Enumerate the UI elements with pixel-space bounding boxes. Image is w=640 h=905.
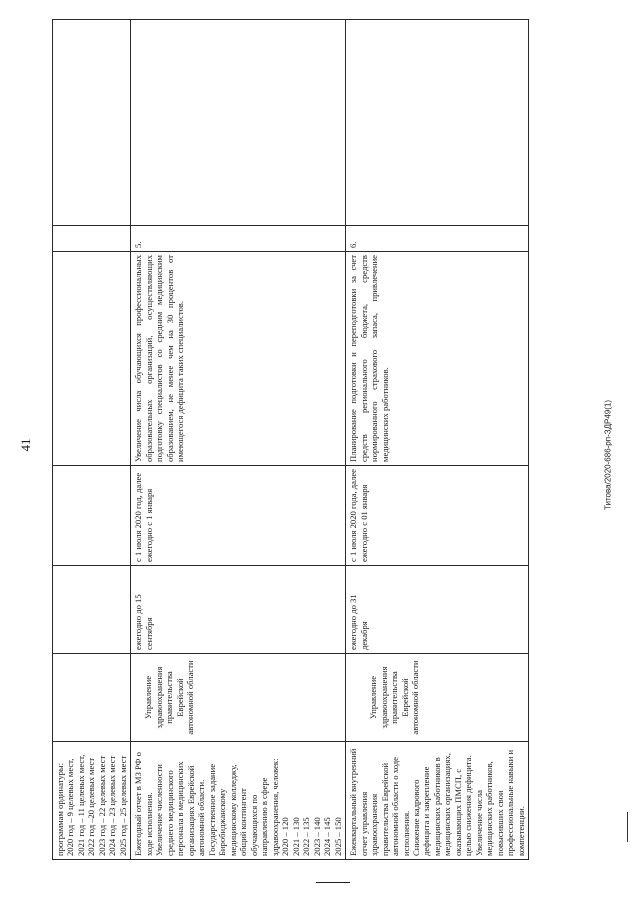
number-cell: [131, 226, 346, 252]
action-text: Увеличение числа обучающихся профессиональных образовательных организаций, осуществляющих подготовку специалистов со средним медицинским образованием, не менее чем на 30 процентов от имеющегося дефицита таких специалистов.: [133, 255, 186, 462]
indicator-line: Увеличение числа медицинских работников, повысивших свои профессиональные навыки и компетенции.: [473, 749, 526, 856]
indicator-line: 2025 – 150: [332, 817, 343, 856]
scan-edge-line: [627, 812, 628, 842]
action-cell: [131, 252, 346, 466]
indicator-line: Ежеквартальный внутренний отчет управления здравоохранения правительства Еврейской автономной области о ходе исполнения.: [348, 748, 411, 856]
indicator-cell: [131, 742, 346, 860]
deadline-cell: [131, 566, 346, 654]
action-plan-table: [52, 19, 529, 860]
page-number: 41: [18, 438, 33, 452]
action-cell: [53, 252, 131, 466]
deadline-cell: [346, 566, 529, 654]
indicator-line: 2025 год – 25 целевых мест: [117, 755, 128, 856]
row-number: 5.: [133, 241, 144, 248]
indicator-line: программам ординатуры:: [55, 762, 65, 856]
rotated-table-wrapper: [52, 20, 526, 860]
footer-doc-code: Титова/2020-686-рп-ЗДР49(1): [603, 399, 613, 511]
indicator-line: 2024 – 145: [322, 817, 333, 856]
indicator-line: 2020 год – 9 целевых мест,: [65, 758, 76, 856]
page-bottom-mark: [316, 882, 350, 883]
responsible-text: Управление здравоохранения правительства Еврейской автономной области: [143, 660, 196, 735]
indicator-line: 2022 – 135: [301, 817, 312, 856]
number-cell: [346, 226, 529, 252]
action-cell: [346, 252, 529, 466]
indicator-lines: [348, 745, 526, 856]
indicator-line: 2024 год – 23 целевых мест: [107, 755, 118, 856]
period-text: с 1 июля 2020 год, далее ежегодно с 1 января: [133, 472, 154, 562]
indicator-cell: [346, 742, 529, 860]
blank-cell: [53, 20, 131, 226]
responsible-cell: [131, 654, 346, 742]
blank-cell: [346, 20, 529, 226]
deadline-text: ежегодно до 31 декабря: [348, 594, 369, 650]
indicator-line: Государственное задание Биробиджанскому медицинскому колледжу, общий контингент обучающихся по направлению в сфере здравоохранения, человек:: [206, 758, 280, 856]
deadline-text: ежегодно до 15 сентября: [133, 594, 154, 650]
indicator-lines: [55, 745, 128, 856]
indicator-line: 2020 – 120: [280, 817, 291, 856]
indicator-line: Увеличение численности среднего медицинского персонала в медицинских организациях Еврейской автономной области.: [154, 761, 207, 856]
responsible-text: Управление здравоохранения правительства Еврейской автономной области: [368, 660, 421, 735]
row-number: 6.: [348, 241, 359, 248]
action-text: Планирование подготовки и переподготовки за счет средств регионального бюджета, средств нормированного страхового запаса, привлечение медицинских работников.: [348, 255, 390, 462]
table-row-5: [131, 20, 346, 860]
period-cell: [131, 466, 346, 566]
deadline-cell: [53, 566, 131, 654]
period-text: с 1 июля 2020 года, далее ежегодно с 01 января: [348, 469, 369, 562]
indicator-line: 2021 – 130: [290, 817, 301, 856]
table-row-6: [346, 20, 529, 860]
responsible-cell: [53, 654, 131, 742]
blank-cell: [131, 20, 346, 226]
number-cell: [53, 226, 131, 252]
indicator-line: 2023 – 140: [311, 817, 322, 856]
indicator-line: Снижение кадрового дефицита и закрепление медицинских работников в медицинских организациях, оказывающих ПМСП, с целью снижения дефицита.: [410, 753, 474, 856]
period-cell: [53, 466, 131, 566]
indicator-line: 2023 год – 22 целевых мест: [96, 755, 107, 856]
indicator-line: Ежегодный отчет в МЗ РФ о ходе исполнения.: [133, 752, 154, 856]
indicator-lines: [133, 745, 343, 856]
indicator-line: 2022 год –20 целевых мест: [86, 757, 97, 856]
table-row-continuation: [53, 20, 131, 860]
period-cell: [346, 466, 529, 566]
responsible-cell: [346, 654, 529, 742]
indicator-cell: [53, 742, 131, 860]
indicator-line: 2021 год – 11 целевых мест,: [75, 754, 86, 856]
